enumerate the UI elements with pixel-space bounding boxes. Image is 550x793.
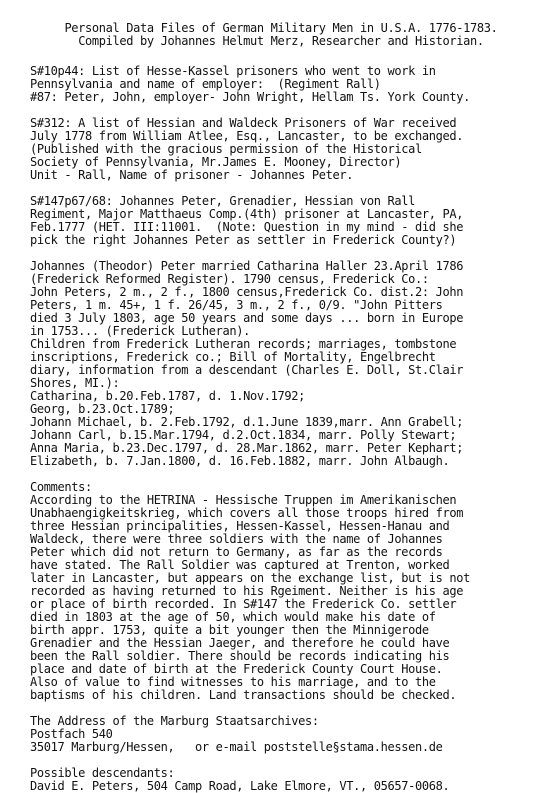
text-line: Waldeck, there were three soldiers with the name of Johannes [30, 532, 443, 546]
text-line: Also of value to find witnesses to his marriage, and to the [30, 675, 436, 689]
text-line: pick the right Johannes Peter as settler in Frederick County?) [30, 233, 457, 247]
text-line: recorded as having returned to his Rgeiment. Neither is his age [30, 584, 464, 598]
text-line: place and date of birth at the Frederick County Court House. [30, 662, 443, 676]
text-line: According to the HETRINA - Hessische Truppen im Amerikanischen [30, 493, 457, 507]
text-line: Pennsylvania and name of employer: (Regiment Rall) [30, 77, 381, 91]
descendant-entry: David E. Peters, 504 Camp Road, Lake Elmore, VT., 05657-0068. [30, 779, 450, 793]
address-line: Postfach 540 [30, 727, 113, 741]
text-line: died in 1803 at the age of 50, which would make his date of [30, 610, 436, 624]
text-line: Shores, MI.): [30, 376, 120, 390]
child-entry: Georg, b.23.Oct.1789; [30, 402, 175, 416]
text-line: Johannes (Theodor) Peter married Catharina Haller 23.April 1786 [30, 259, 464, 273]
child-entry: Johann Carl, b.15.Mar.1794, d.2.Oct.1834, marr. Polly Stewart; [30, 428, 457, 442]
text-line: Unabhaengigkeitskrieg, which covers all those troops hired from [30, 506, 464, 520]
text-line: Unit - Rall, Name of prisoner - Johannes Peter. [30, 168, 354, 182]
address-heading: The Address of the Marburg Staatsarchives: [30, 714, 319, 728]
text-line: Peter which did not return to Germany, as far as the records [30, 545, 443, 559]
section-comments [30, 481, 532, 702]
text-line: S#312: A list of Hessian and Waldeck Prisoners of War received [30, 116, 457, 130]
text-line: (Published with the gracious permission of the Historical [30, 142, 422, 156]
text-line: S#147p67/68: Johannes Peter, Grenadier, Hessian von Rall [30, 194, 415, 208]
text-line: baptisms of his children. Land transactions should be checked. [30, 688, 457, 702]
section-hesse-kassel-prisoners [30, 65, 532, 104]
text-line: birth appr. 1753, quite a bit younger then the Minnigerode [30, 623, 429, 637]
text-line: three Hessian principalities, Hessen-Kassel, Hessen-Hanau and [30, 519, 450, 533]
section-descendants [30, 767, 532, 793]
text-line: Children from Frederick Lutheran records; marriages, tombstone [30, 337, 457, 351]
section-family-record [30, 260, 532, 468]
document-header [30, 22, 532, 48]
text-line: July 1778 from William Atlee, Esq., Lancaster, to be exchanged. [30, 129, 464, 143]
header-title-line: Personal Data Files of German Military Men in U.S.A. 1776-1783. [64, 21, 498, 35]
child-entry: Catharina, b.20.Feb.1787, d. 1.Nov.1792; [30, 389, 305, 403]
text-line: #87: Peter, John, employer- John Wright, Hellam Ts. York County. [30, 90, 470, 104]
text-line: Regiment, Major Matthaeus Comp.(4th) prisoner at Lancaster, PA, [30, 207, 464, 221]
text-line: John Peters, 2 m., 2 f., 1800 census,Frederick Co. dist.2: John [30, 285, 464, 299]
child-entry: Johann Michael, b. 2.Feb.1792, d.1.June 1839,marr. Ann Grabell; [30, 415, 464, 429]
text-line: Feb.1777 (HET. III:11001. (Note: Question in my mind - did she [30, 220, 464, 234]
text-line: (Frederick Reformed Register). 1790 census, Frederick Co.: [30, 272, 429, 286]
text-line: later in Lancaster, but appears on the exchange list, but is not [30, 571, 470, 585]
text-line: been the Rall soldier. There should be records indicating his [30, 649, 450, 663]
child-entry: Anna Maria, b.23.Dec.1797, d. 28.Mar.1862, marr. Peter Kephart; [30, 441, 464, 455]
text-line: have stated. The Rall Soldier was captured at Trenton, worked [30, 558, 450, 572]
text-line: S#10p44: List of Hesse-Kassel prisoners who went to work in [30, 64, 436, 78]
descendants-heading: Possible descendants: [30, 766, 175, 780]
text-line: or place of birth recorded. In S#147 the Frederick Co. settler [30, 597, 457, 611]
text-line: diary, information from a descendant (Charles E. Doll, St.Clair [30, 363, 464, 377]
address-line: 35017 Marburg/Hessen, or e-mail poststelle§stama.hessen.de [30, 740, 443, 754]
section-grenadier-record [30, 195, 532, 247]
text-line: in 1753... (Frederick Lutheran). [30, 324, 250, 338]
section-archive-address [30, 715, 532, 754]
section-prisoners-of-war-list [30, 117, 532, 182]
text-line: Society of Pennsylvania, Mr.James E. Mooney, Director) [30, 155, 402, 169]
text-line: inscriptions, Frederick co.; Bill of Mortality, Engelbrecht [30, 350, 436, 364]
text-line: Peters, 1 m. 45+, 1 f. 26/45, 3 m., 2 f., 0/9. "John Pitters [30, 298, 443, 312]
text-line: Grenadier and the Hessian Jaeger, and therefore he could have [30, 636, 450, 650]
text-line: died 3 July 1803, age 50 years and some days ... born in Europe [30, 311, 464, 325]
child-entry: Elizabeth, b. 7.Jan.1800, d. 16.Feb.1882, marr. John Albaugh. [30, 454, 450, 468]
comments-heading: Comments: [30, 480, 92, 494]
header-compiler-line: Compiled by Johannes Helmut Merz, Researcher and Historian. [78, 34, 484, 48]
